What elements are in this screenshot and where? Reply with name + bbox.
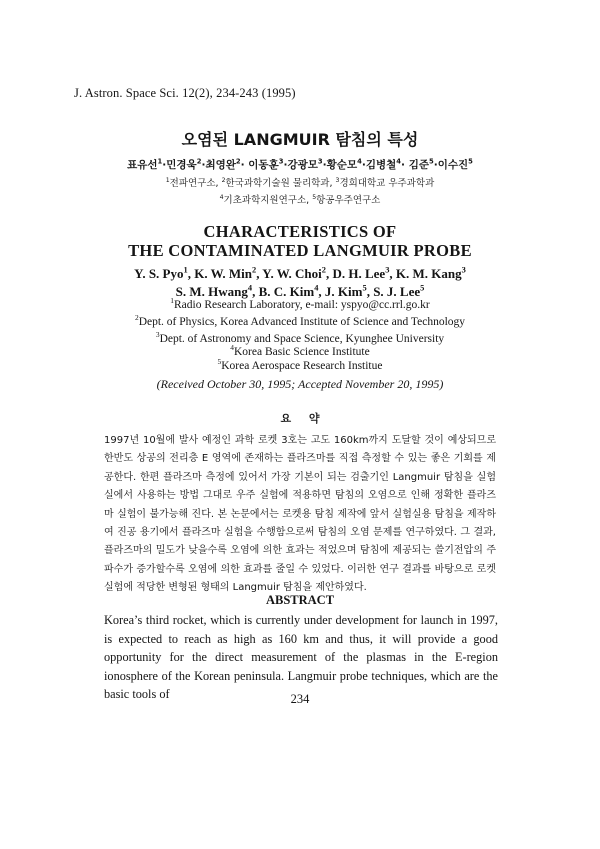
english-affiliation-1: $^1$Radio Research Laboratory, e-mail: yspyo@cc.rrl.go.kr <box>170 296 430 311</box>
korean-affiliation: 전파연구소, <box>169 178 222 189</box>
english-author: D. H. Lee <box>332 266 386 281</box>
english-author: J. Kim <box>324 284 363 299</box>
english-author-list-line-1: Y. S. Pyo$^1$, K. W. Min$^2$, Y. W. Choi$^2$, D. H. Lee$^3$, K. M. Kang$^3$ <box>134 264 466 281</box>
english-title-line-2: THE CONTAMINATED LANGMUIR PROBE <box>128 241 472 260</box>
korean-affiliation: 경희대학교 우주과학과 <box>339 178 435 189</box>
korean-affiliations-line-2: $^4$기초과학지원연구소, $^5$항공우주연구소 <box>219 193 381 206</box>
abstract-heading: ABSTRACT <box>265 593 335 607</box>
english-author: S. M. Hwang <box>175 284 248 299</box>
abstract-body: Korea’s third rocket, which is currently under development for launch in 1997, is expected to reach as high as 160 km and thus, it will provide a good opportunity for the direct measurement of the plasmas in the E-region ionosphere of the Korean peninsula. Langmuir probe techniques, which are the basic tools of <box>104 613 498 702</box>
page-number: 234 <box>290 692 310 706</box>
korean-abstract-body: 1997년 10월에 발사 예정인 과학 로켓 3호는 고도 160km까지 도달할 것이 예상되므로 한반도 상공의 전리층 E 영역에 존재하는 플라즈마를 직접 측정할 수 있는 좋은 기회를 제공한다. 한편 플라즈마 측정에 있어서 가장 기본이 되는 검출기인 Langmuir 탐침을 실험실에서 사용하는 방법 그대로 우주 실험에 적용하면 탐침의 오염으로 인해 정확한 플라즈마 실험이 불가능해 진다. 본 논문에서는 로켓용 탐침 제작에 앞서 실험실용 탐침을 제작하여 진공 용기에서 플라즈마 실험을 수행함으로써 탐침의 오염 문제를 연구하였다. 그 결과, 플라즈마의 밀도가 낮을수록 오염에 의한 효과는 적었으며 탐침에 제공되는 쓸기전압의 주파수가 증가할수록 오염에 의한 효과를 줄일 수 있었다. 이러한 연구 결과를 바탕으로 로켓 실험에 적당한 변형된 형태의 Langmuir 탐침을 제안하였다. <box>104 435 496 594</box>
english-author-list-line-2: S. M. Hwang$^4$, B. C. Kim$^4$, J. Kim$^5$, S. J. Lee$^5$ <box>175 282 425 299</box>
english-affiliation-5: $^5$Korea Aerospace Research Institue <box>217 357 383 372</box>
english-author: B. C. Kim <box>258 284 315 299</box>
korean-author: 최영완 <box>205 159 236 171</box>
author-affiliation-mark: 3 <box>278 157 284 166</box>
author-affiliation-mark: 4 <box>357 157 362 166</box>
author-affiliation-mark: 3 <box>317 157 323 166</box>
english-author: K. W. Min <box>194 266 253 281</box>
korean-author: 황순모 <box>326 159 358 171</box>
korean-affiliations-line-1: $^1$전파연구소, $^2$한국과학기술원 물리학과, $^3$경희대학교 우주과학과 <box>165 176 435 189</box>
received-accepted-dates: (Received October 30, 1995; Accepted November 20, 1995) <box>156 377 444 391</box>
author-affiliation-mark: 2 <box>196 157 202 166</box>
journal-reference: J. Astron. Space Sci. 12(2), 234-243 (1995) <box>74 86 296 100</box>
english-author: S. J. Lee <box>373 284 421 299</box>
korean-author-list: 표유선$^1$·민경욱$^2$·최영완$^2$· 이동훈$^3$·강광모$^3$·황순모$^4$·김병철$^4$· 김준$^5$·이수진$^5$ <box>127 157 473 171</box>
korean-affiliation: 한국과학기술원 물리학과, <box>225 178 336 189</box>
author-affiliation-mark: 1 <box>157 157 163 166</box>
korean-author: 민경욱 <box>166 159 197 171</box>
author-affiliation-mark: 4 <box>396 157 402 166</box>
korean-author: 김준 <box>408 159 429 171</box>
english-author: K. M. Kang <box>395 266 462 281</box>
author-affiliation-mark: 5 <box>468 157 473 166</box>
korean-affiliation: 항공우주연구소 <box>316 195 381 206</box>
english-affiliation-3: $^3$Dept. of Astronomy and Space Science, Kyunghee University <box>155 330 445 345</box>
english-author: Y. S. Pyo <box>134 266 184 281</box>
korean-author: 표유선 <box>127 159 158 171</box>
english-affiliation-2: $^2$Dept. of Physics, Korea Advanced Institute of Science and Technology <box>134 313 466 328</box>
korean-affiliation: 기초과학지원연구소, <box>223 195 313 206</box>
english-title-line-1: CHARACTERISTICS OF <box>203 222 397 241</box>
korean-title: 오염된 LANGMUIR 탐침의 특성 <box>181 130 419 149</box>
author-affiliation-mark: 5 <box>428 157 434 166</box>
author-affiliation-mark: 2 <box>235 157 241 166</box>
korean-author: 이동훈 <box>248 159 279 171</box>
korean-author: 김병철 <box>365 159 397 171</box>
english-author: Y. W. Choi <box>262 266 322 281</box>
korean-author: 강광모 <box>287 159 318 171</box>
korean-abstract-heading: 요 약 <box>280 412 320 425</box>
english-affiliation-4: $^4$Korea Basic Science Institute <box>230 343 370 358</box>
korean-author: 이수진 <box>437 159 469 171</box>
